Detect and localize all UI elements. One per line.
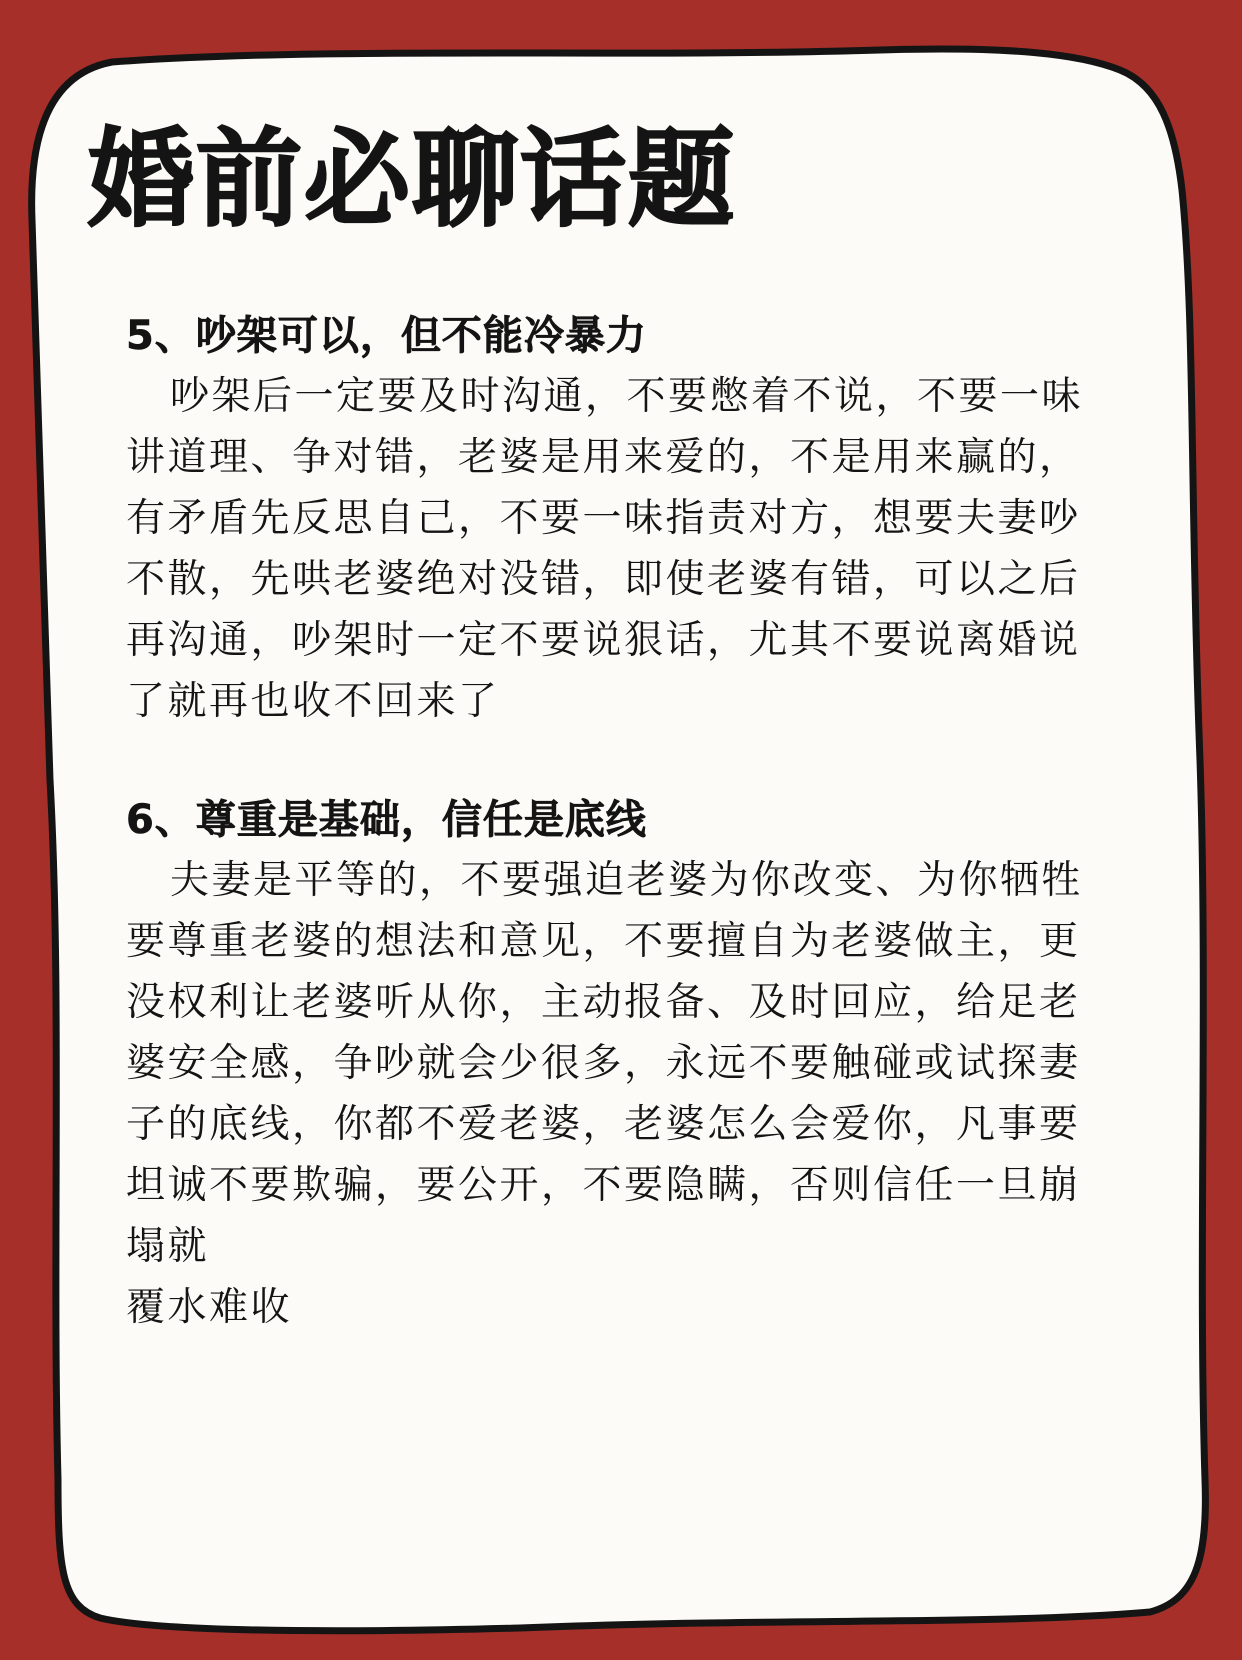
topic-body-tail: 覆水难收 xyxy=(126,1285,293,1330)
topic-body: 夫妻是平等的，不要强迫老婆为你改变、为你牺牲要尊重老婆的想法和意见，不要擅自为老婆做主，更没权利让老婆听从你，主动报备、及时回应，给足老婆安全感，争吵就会少很多，永远不要触碰或试探妻子的底线，你都不爱老婆，老婆怎么会爱你，凡事要坦诚不要欺骗，要公开，不要隐瞒，否则信任一旦崩塌就 xyxy=(126,858,1084,1269)
topic-section-6 xyxy=(126,792,1096,1338)
topic-section-5 xyxy=(126,308,1096,732)
topic-body: 吵架后一定要及时沟通，不要憋着不说，不要一味讲道理、争对错，老婆是用来爱的，不是用来赢的，有矛盾先反思自己，不要一味指责对方，想要夫妻吵不散，先哄老婆绝对没错，即使老婆有错，可以之后再沟通，吵架时一定不要说狠话，尤其不要说离婚说了就再也收不回来了 xyxy=(126,374,1084,724)
topic-heading: 5、吵架可以，但不能冷暴力 xyxy=(126,313,647,359)
content-card xyxy=(88,120,1148,1338)
topic-heading: 6、尊重是基础，信任是底线 xyxy=(126,797,647,843)
page-title: 婚前必聊话题 xyxy=(88,118,736,241)
